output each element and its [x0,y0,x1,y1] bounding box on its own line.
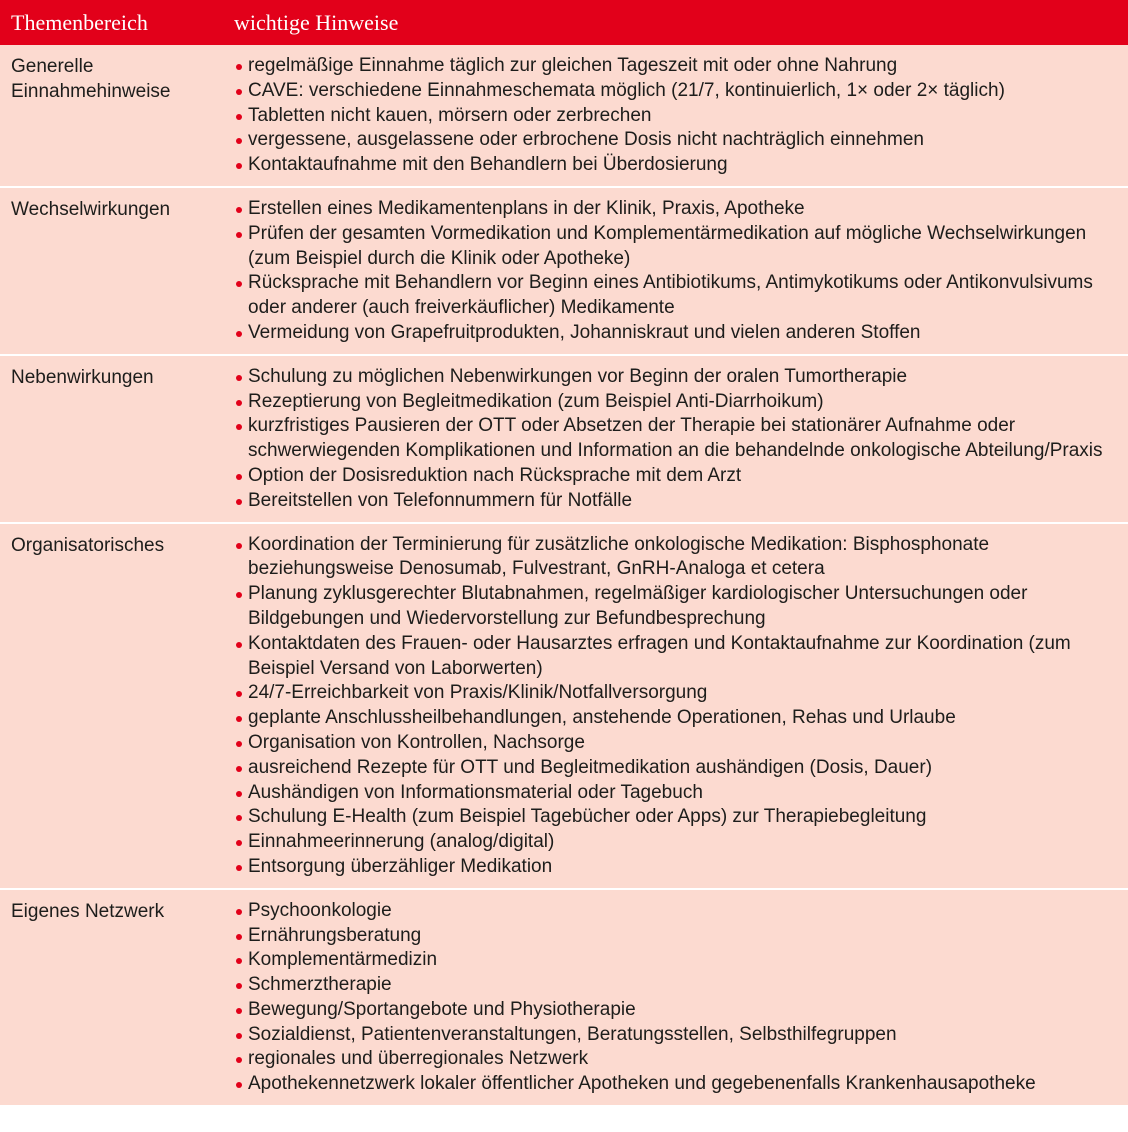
bullet-dot-icon [236,691,242,697]
list-item-text: Vermeidung von Grapefruitprodukten, Johanniskraut und vielen anderen Stoffen [248,321,921,343]
list-item-text: Apothekennetzwerk lokaler öffentlicher Apotheken und gegebenenfalls Krankenhausapotheke [248,1073,1036,1095]
list-item-text: Kontaktaufnahme mit den Behandlern bei Überdosierung [248,154,728,176]
list-item [234,924,1128,949]
list-item-text: Tabletten nicht kauen, mörsern oder zerbrechen [248,104,652,126]
list-item [234,414,1128,464]
list-item-text: ausreichend Rezepte für OTT und Begleitmedikation aushändigen (Dosis, Dauer) [248,756,933,778]
bullet-dot-icon [236,815,242,821]
bullet-dot-icon [236,114,242,120]
list-item-text: regionales und überregionales Netzwerk [248,1048,589,1070]
list-item [234,54,1128,79]
list-item [234,79,1128,104]
list-item [234,855,1128,880]
row-topic: Nebenwirkungen [11,366,154,388]
bullet-dot-icon [236,232,242,238]
bullet-dot-icon [236,474,242,480]
notes-list [222,54,1128,178]
list-item [234,1072,1128,1097]
bullet-dot-icon [236,958,242,964]
list-item-text: Rücksprache mit Behandlern vor Beginn eines Antibiotikums, Antimykotikums oder Antikonvulsivums oder anderer (auch freiverkäuflicher) Medikamente [248,272,1093,319]
list-item-text: Kontaktdaten des Frauen- oder Hausarztes erfragen und Kontaktaufnahme zur Koordination (zum Beispiel Versand von Laborwerten) [248,632,1071,679]
bullet-dot-icon [236,909,242,915]
list-item [234,899,1128,924]
table-row [0,888,1128,1105]
bullet-dot-icon [236,791,242,797]
list-item [234,582,1128,632]
table-header [0,0,1128,45]
list-item-text: Schulung zu möglichen Nebenwirkungen vor Beginn der oralen Tumortherapie [248,365,908,387]
table-row [0,186,1128,354]
bullet-dot-icon [236,1033,242,1039]
table-row [0,354,1128,522]
notes-list [222,197,1128,346]
list-item [234,731,1128,756]
list-item [234,271,1128,321]
list-item-text: regelmäßige Einnahme täglich zur gleichen Tageszeit mit oder ohne Nahrung [248,55,898,76]
list-item [234,128,1128,153]
list-item-text: Bewegung/Sportangebote und Physiotherapie [248,998,636,1020]
list-item-text: Psychoonkologie [248,899,392,921]
bullet-dot-icon [236,89,242,95]
list-item [234,830,1128,855]
bullet-dot-icon [236,934,242,940]
list-item [234,365,1128,390]
list-item-text: Ernährungsberatung [248,924,422,946]
list-item [234,489,1128,514]
list-item-text: Einnahmeerinnerung (analog/digital) [248,831,555,853]
bullet-dot-icon [236,592,242,598]
list-item-text: Schmerztherapie [248,974,392,996]
notes-list [222,533,1128,880]
bullet-dot-icon [236,281,242,287]
bullet-dot-icon [236,375,242,381]
list-item [234,104,1128,129]
list-item-text: Rezeptierung von Begleitmedikation (zum Beispiel Anti-Diarrhoikum) [248,390,824,412]
bullet-dot-icon [236,983,242,989]
list-item [234,756,1128,781]
bullet-dot-icon [236,766,242,772]
table-bottom-border [0,1105,1128,1107]
list-item-text: Organisation von Kontrollen, Nachsorge [248,731,585,753]
bullet-dot-icon [236,840,242,846]
bullet-dot-icon [236,64,242,70]
list-item-text: Schulung E-Health (zum Beispiel Tagebücher oder Apps) zur Therapiebegleitung [248,806,927,828]
header-important-notes: wichtige Hinweise [234,9,399,35]
list-item [234,321,1128,346]
bullet-dot-icon [236,642,242,648]
row-topic: Generelle Einnahmehinweise [11,56,171,102]
table-row [0,45,1128,186]
list-item-text: 24/7-Erreichbarkeit von Praxis/Klinik/Notfallversorgung [248,682,708,704]
list-item [234,197,1128,222]
list-item-text: Koordination der Terminierung für zusätzliche onkologische Medikation: Bisphosphonate beziehungsweise Denosumab, Fulvestrant, GnRH-Analoga et cetera [248,533,990,580]
table-row [0,522,1128,888]
list-item-text: Option der Dosisreduktion nach Rücksprache mit dem Arzt [248,464,742,486]
bullet-dot-icon [236,424,242,430]
list-item [234,1047,1128,1072]
bullet-dot-icon [236,716,242,722]
bullet-dot-icon [236,865,242,871]
notes-list [222,365,1128,514]
bullet-dot-icon [236,1008,242,1014]
list-item [234,464,1128,489]
row-topic: Wechselwirkungen [11,198,171,220]
list-item-text: Bereitstellen von Telefonnummern für Notfälle [248,489,633,511]
list-item [234,998,1128,1023]
bullet-dot-icon [236,331,242,337]
row-topic: Organisatorisches [11,534,165,556]
list-item-text: Sozialdienst, Patientenveranstaltungen, Beratungsstellen, Selbsthilfegruppen [248,1023,897,1045]
header-topic-area: Themenbereich [11,9,148,35]
list-item [234,805,1128,830]
bullet-dot-icon [236,543,242,549]
list-item [234,533,1128,583]
list-item-text: Erstellen eines Medikamentenplans in der Klinik, Praxis, Apotheke [248,197,805,219]
list-item-text: Komplementärmedizin [248,949,438,971]
list-item [234,1023,1128,1048]
list-item [234,706,1128,731]
list-item [234,948,1128,973]
list-item-text: geplante Anschlussheilbehandlungen, anstehende Operationen, Rehas und Urlaube [248,707,956,729]
list-item [234,681,1128,706]
row-topic: Eigenes Netzwerk [11,900,165,922]
bullet-dot-icon [236,1057,242,1063]
list-item-text: vergessene, ausgelassene oder erbrochene Dosis nicht nachträglich einnehmen [248,129,924,151]
list-item-text: Entsorgung überzähliger Medikation [248,855,553,877]
list-item [234,222,1128,272]
list-item [234,632,1128,682]
bullet-dot-icon [236,138,242,144]
bullet-dot-icon [236,400,242,406]
list-item-text: Planung zyklusgerechter Blutabnahmen, regelmäßiger kardiologischer Untersuchungen oder Bildgebungen und Wiedervorstellung zur Befundbesprechung [248,583,1028,629]
list-item [234,390,1128,415]
bullet-dot-icon [236,1082,242,1088]
list-item [234,153,1128,178]
bullet-dot-icon [236,499,242,505]
bullet-dot-icon [236,741,242,747]
bullet-dot-icon [236,163,242,169]
list-item-text: CAVE: verschiedene Einnahmeschemata möglich (21/7, kontinuierlich, 1× oder 2× täglich) [248,79,1005,101]
table-body [0,45,1128,1105]
list-item [234,973,1128,998]
bullet-dot-icon [236,207,242,213]
list-item [234,781,1128,806]
list-item-text: Aushändigen von Informationsmaterial oder Tagebuch [248,781,703,803]
list-item-text: kurzfristiges Pausieren der OTT oder Absetzen der Therapie bei stationärer Aufnahme oder schwerwiegenden Komplikationen und Information an die behandelnde onkologische Abteilung/Praxis [248,415,1103,462]
list-item-text: Prüfen der gesamten Vormedikation und Komplementärmedikation auf mögliche Wechselwirkungen (zum Beispiel durch die Klinik oder Apotheke) [248,222,1087,269]
notes-list [222,899,1128,1097]
